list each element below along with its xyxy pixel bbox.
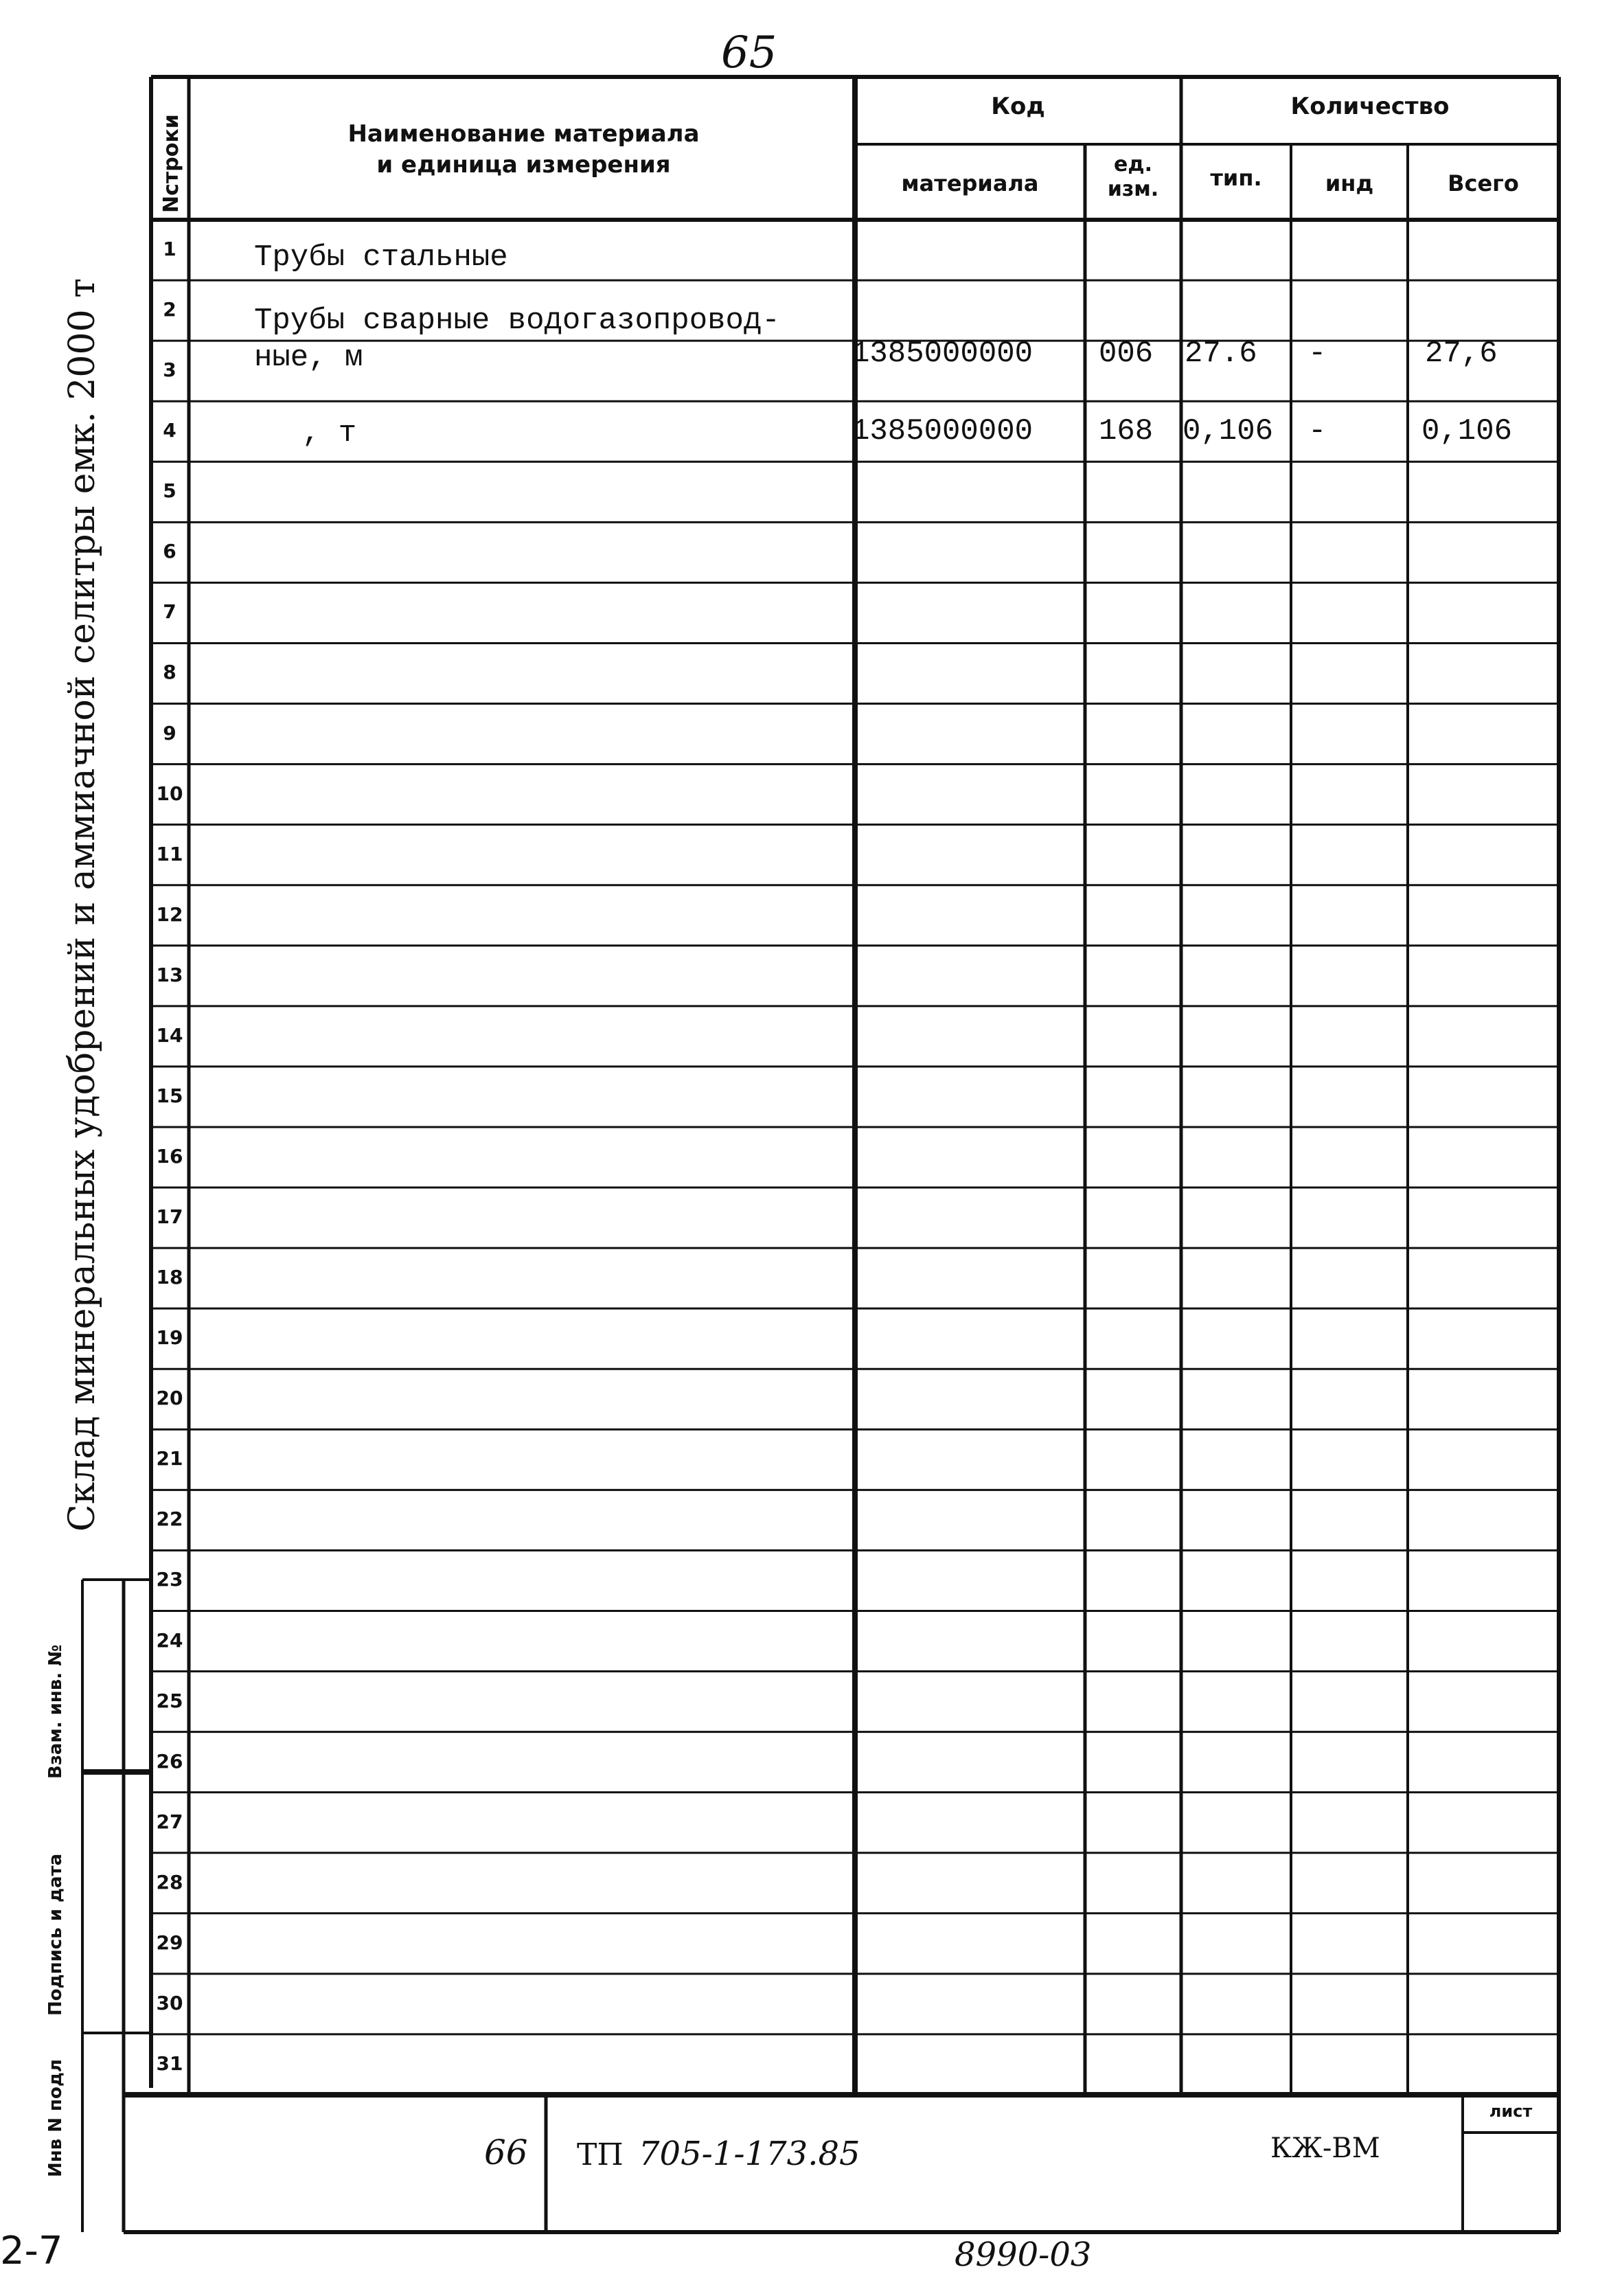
header-row-number: Nстроки <box>159 114 183 213</box>
header-name-line1: Наименование материала <box>347 120 700 148</box>
row4-total: 0,106 <box>1421 414 1513 448</box>
page-number-top: 65 <box>721 27 777 78</box>
row-number: 15 <box>156 1084 183 1107</box>
row4-code: 1385000000 <box>852 414 1033 448</box>
doc-number: 705-1-173.85 <box>639 2135 860 2173</box>
row3-name: ные, м <box>254 341 363 375</box>
row-number: 5 <box>163 479 176 503</box>
row-number: 23 <box>156 1568 183 1591</box>
header-name-line2: и единица измерения <box>376 151 671 179</box>
header-typ: тип. <box>1210 165 1262 191</box>
header-code: Код <box>991 93 1045 120</box>
row-number: 8 <box>163 661 176 684</box>
row-number: 30 <box>156 1991 183 2014</box>
header-quantity: Количество <box>1290 93 1450 120</box>
row-number: 31 <box>156 2051 183 2075</box>
row-number: 9 <box>163 721 176 745</box>
row3-unit: 006 <box>1099 337 1154 371</box>
row-number: 17 <box>156 1205 183 1229</box>
sheet-label: лист <box>1489 2102 1533 2121</box>
stamp-label-signature: Подпись и дата <box>45 1853 66 2016</box>
header-material: материала <box>901 170 1039 196</box>
row-number: 2 <box>163 298 176 321</box>
doc-prefix: ТП <box>577 2137 624 2172</box>
row-number: 20 <box>156 1387 183 1410</box>
row2-name: Трубы сварные водогазопровод- <box>254 304 780 338</box>
header-ind: инд <box>1325 170 1374 196</box>
sheet-number: 66 <box>484 2133 528 2172</box>
row-number: 28 <box>156 1870 183 1894</box>
row-number: 25 <box>156 1689 183 1712</box>
stamp-label-replace: Взам. инв. № <box>45 1644 66 1779</box>
row4-unit: 168 <box>1099 414 1154 448</box>
row-number: 13 <box>156 963 183 986</box>
stamp-label-inv: Инв N подл <box>45 2059 66 2177</box>
row1-name: Трубы стальные <box>254 240 508 275</box>
row-number: 22 <box>156 1508 183 1531</box>
row-number: 11 <box>156 842 183 865</box>
row-number: 29 <box>156 1931 183 1954</box>
side-caption: Склад минеральных удобрений и аммиачной селитры емк. 2000 т <box>62 278 103 1532</box>
row3-ind: - <box>1308 337 1327 371</box>
row-number: 21 <box>156 1447 183 1470</box>
row-number: 4 <box>163 419 176 442</box>
bottom-left-mark: 2-7 <box>0 2229 63 2273</box>
header-unit-line2: изм. <box>1107 177 1159 201</box>
row-number: 24 <box>156 1628 183 1652</box>
doc-mark: КЖ-ВМ <box>1270 2133 1380 2164</box>
row4-name: , т <box>302 416 357 451</box>
row-number: 19 <box>156 1326 183 1350</box>
row-number: 10 <box>156 782 183 805</box>
row-number: 6 <box>163 540 176 563</box>
row-number: 18 <box>156 1266 183 1289</box>
row-number: 14 <box>156 1023 183 1047</box>
row4-typ: 0,106 <box>1183 414 1274 448</box>
header-total: Всего <box>1448 170 1519 196</box>
row-number: 26 <box>156 1749 183 1773</box>
row3-code: 1385000000 <box>852 337 1033 371</box>
row3-typ: 27.6 <box>1185 337 1257 371</box>
row-number: 7 <box>163 600 176 624</box>
row-number: 1 <box>163 238 176 261</box>
bottom-center-mark: 8990-03 <box>955 2236 1092 2274</box>
row-number: 3 <box>163 359 176 382</box>
row-number: 27 <box>156 1810 183 1833</box>
header-unit-line1: ед. <box>1114 152 1152 177</box>
row4-ind: - <box>1308 414 1327 448</box>
row3-total: 27,6 <box>1425 337 1498 371</box>
row-number: 16 <box>156 1145 183 1168</box>
row-number: 12 <box>156 902 183 926</box>
